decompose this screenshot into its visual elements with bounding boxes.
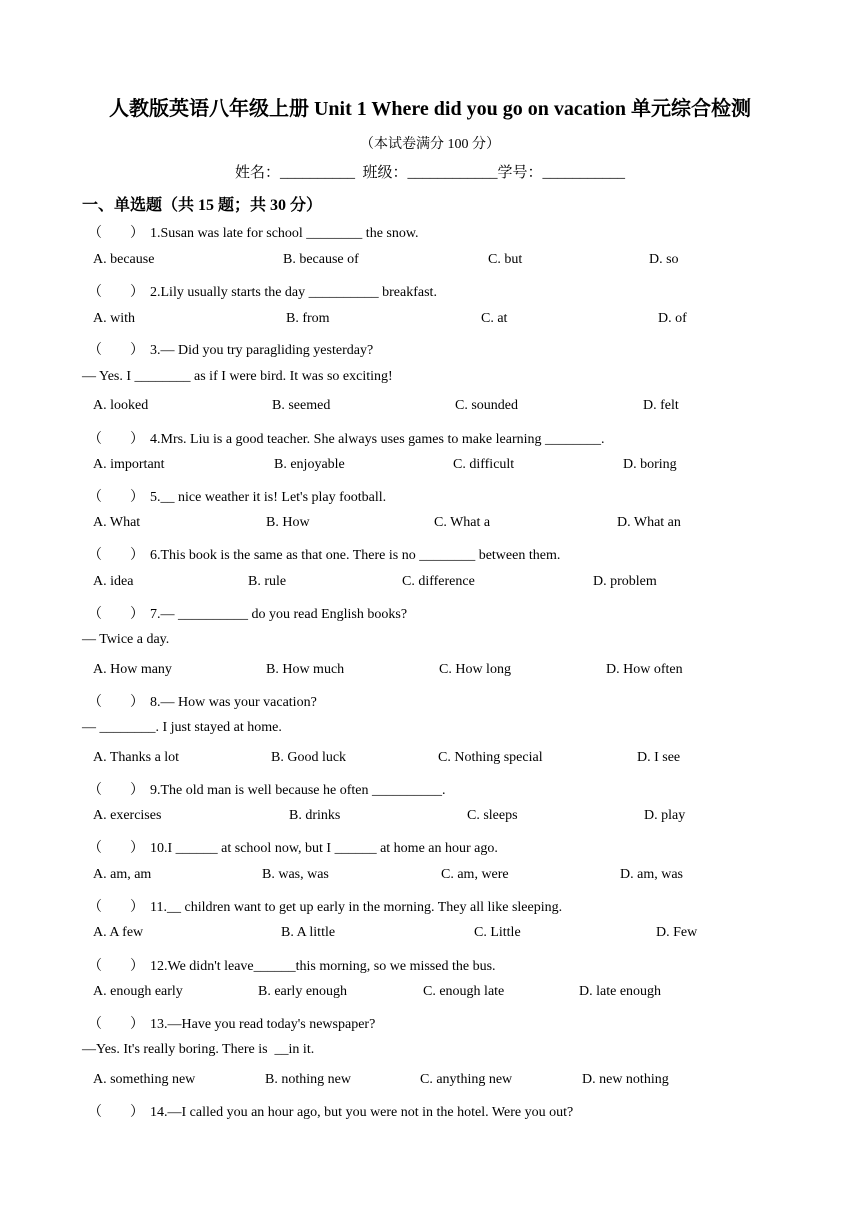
answer-blank[interactable]: （ ） (88, 607, 144, 622)
option-a[interactable]: A. looked (93, 398, 149, 413)
option-c[interactable]: C. anything new (420, 1072, 513, 1087)
option-b[interactable]: B. rule (248, 574, 287, 589)
option-c[interactable]: C. Little (474, 925, 521, 940)
option-d[interactable]: D. new nothing (582, 1072, 669, 1087)
question-text: 3.— Did you try paragliding yesterday? (150, 343, 374, 358)
question-text: 4.Mrs. Liu is a good teacher. She always uses games to make learning ________. (150, 432, 605, 447)
question-7 (88, 603, 407, 623)
option-d[interactable]: D. play (644, 808, 686, 823)
option-b[interactable]: B. nothing new (265, 1072, 351, 1087)
option-c[interactable]: C. Nothing special (438, 750, 543, 765)
exam-title: 人教版英语八年级上册 Unit 1 Where did you go on vacation 单元综合检测 (108, 98, 752, 120)
question-10 (88, 837, 498, 857)
question-text: 14.—I called you an hour ago, but you were not in the hotel. Were you out? (150, 1105, 574, 1120)
question-text: 7.— __________ do you read English books? (150, 607, 408, 622)
answer-blank[interactable]: （ ） (88, 695, 144, 710)
answer-blank[interactable]: （ ） (88, 783, 144, 798)
question-text: 12.We didn't leave______this morning, so we missed the bus. (150, 959, 496, 974)
answer-blank[interactable]: （ ） (88, 490, 144, 505)
option-d[interactable]: D. of (658, 311, 687, 326)
option-b[interactable]: B. A little (281, 925, 336, 940)
option-b[interactable]: B. because of (283, 252, 359, 267)
option-d[interactable]: D. I see (637, 750, 681, 765)
option-d[interactable]: D. felt (643, 398, 679, 413)
option-d[interactable]: D. How often (606, 662, 683, 677)
question-text: 1.Susan was late for school ________ the snow. (150, 226, 419, 241)
question-8 (88, 691, 317, 711)
option-a[interactable]: A. How many (93, 662, 172, 677)
student-info-line: 姓名：__________ 班级：____________学号：___________ (234, 165, 625, 181)
option-a[interactable]: A. because (93, 252, 155, 267)
question-dialogue-line: — Twice a day. (82, 632, 170, 647)
question-13 (88, 1013, 375, 1033)
question-1 (88, 222, 419, 242)
question-9 (88, 779, 445, 799)
exam-subtitle: （本试卷满分 100 分） (360, 137, 500, 152)
answer-blank[interactable]: （ ） (88, 343, 144, 358)
question-text: 2.Lily usually starts the day __________ breakfast. (150, 285, 437, 300)
option-b[interactable]: B. from (286, 311, 330, 326)
option-b[interactable]: B. drinks (289, 808, 341, 823)
option-a[interactable]: A. What (93, 515, 141, 530)
option-d[interactable]: D. so (649, 252, 679, 267)
option-b[interactable]: B. seemed (272, 398, 331, 413)
answer-blank[interactable]: （ ） (88, 1017, 144, 1032)
option-a[interactable]: A. something new (93, 1072, 196, 1087)
question-text: 11.__ children want to get up early in the morning. They all like sleeping. (150, 900, 563, 915)
option-d[interactable]: D. What an (617, 515, 681, 530)
option-c[interactable]: C. difficult (453, 457, 515, 472)
option-c[interactable]: C. difference (402, 574, 475, 589)
question-2 (88, 281, 437, 301)
option-c[interactable]: C. but (488, 252, 523, 267)
option-d[interactable]: D. late enough (579, 984, 662, 999)
option-b[interactable]: B. How (266, 515, 310, 530)
option-b[interactable]: B. Good luck (271, 750, 347, 765)
option-c[interactable]: C. enough late (423, 984, 505, 999)
answer-blank[interactable]: （ ） (88, 226, 144, 241)
question-5 (88, 486, 386, 506)
option-a[interactable]: A. idea (93, 574, 134, 589)
option-c[interactable]: C. sounded (455, 398, 518, 413)
question-6 (88, 544, 560, 564)
option-a[interactable]: A. with (93, 311, 135, 326)
answer-blank[interactable]: （ ） (88, 841, 144, 856)
question-dialogue-line: — Yes. I ________ as if I were bird. It was so exciting! (82, 369, 393, 384)
question-text: 13.—Have you read today's newspaper? (150, 1017, 376, 1032)
question-12 (88, 955, 496, 975)
option-a[interactable]: A. A few (93, 925, 144, 940)
option-b[interactable]: B. enjoyable (274, 457, 345, 472)
option-d[interactable]: D. Few (656, 925, 698, 940)
option-a[interactable]: A. Thanks a lot (93, 750, 180, 765)
option-a[interactable]: A. exercises (93, 808, 162, 823)
option-a[interactable]: A. important (93, 457, 165, 472)
option-c[interactable]: C. How long (439, 662, 511, 677)
question-11 (88, 896, 562, 916)
option-c[interactable]: C. What a (434, 515, 491, 530)
question-text: 10.I ______ at school now, but I ______ at home an hour ago. (150, 841, 498, 856)
answer-blank[interactable]: （ ） (88, 1105, 144, 1120)
question-dialogue-line: — ________. I just stayed at home. (82, 720, 282, 735)
option-c[interactable]: C. am, were (441, 867, 509, 882)
option-d[interactable]: D. am, was (620, 867, 683, 882)
answer-blank[interactable]: （ ） (88, 548, 144, 563)
question-text: 8.— How was your vacation? (150, 695, 317, 710)
section-title: 一、单选题（共 15 题；共 30 分） (82, 197, 323, 214)
answer-blank[interactable]: （ ） (88, 432, 144, 447)
option-c[interactable]: C. at (481, 311, 508, 326)
question-text: 6.This book is the same as that one. There is no ________ between them. (150, 548, 561, 563)
question-4 (88, 428, 605, 448)
option-a[interactable]: A. enough early (93, 984, 183, 999)
answer-blank[interactable]: （ ） (88, 959, 144, 974)
question-text: 9.The old man is well because he often __________. (150, 783, 446, 798)
question-3 (88, 339, 373, 359)
question-dialogue-line: —Yes. It's really boring. There is __in it. (82, 1042, 315, 1057)
option-b[interactable]: B. early enough (258, 984, 348, 999)
option-b[interactable]: B. was, was (262, 867, 329, 882)
option-d[interactable]: D. problem (593, 574, 657, 589)
option-d[interactable]: D. boring (623, 457, 677, 472)
option-c[interactable]: C. sleeps (467, 808, 518, 823)
option-a[interactable]: A. am, am (93, 867, 152, 882)
question-text: 5.__ nice weather it is! Let's play football. (150, 490, 387, 505)
question-14 (88, 1101, 573, 1121)
answer-blank[interactable]: （ ） (88, 285, 144, 300)
option-b[interactable]: B. How much (266, 662, 345, 677)
answer-blank[interactable]: （ ） (88, 900, 144, 915)
